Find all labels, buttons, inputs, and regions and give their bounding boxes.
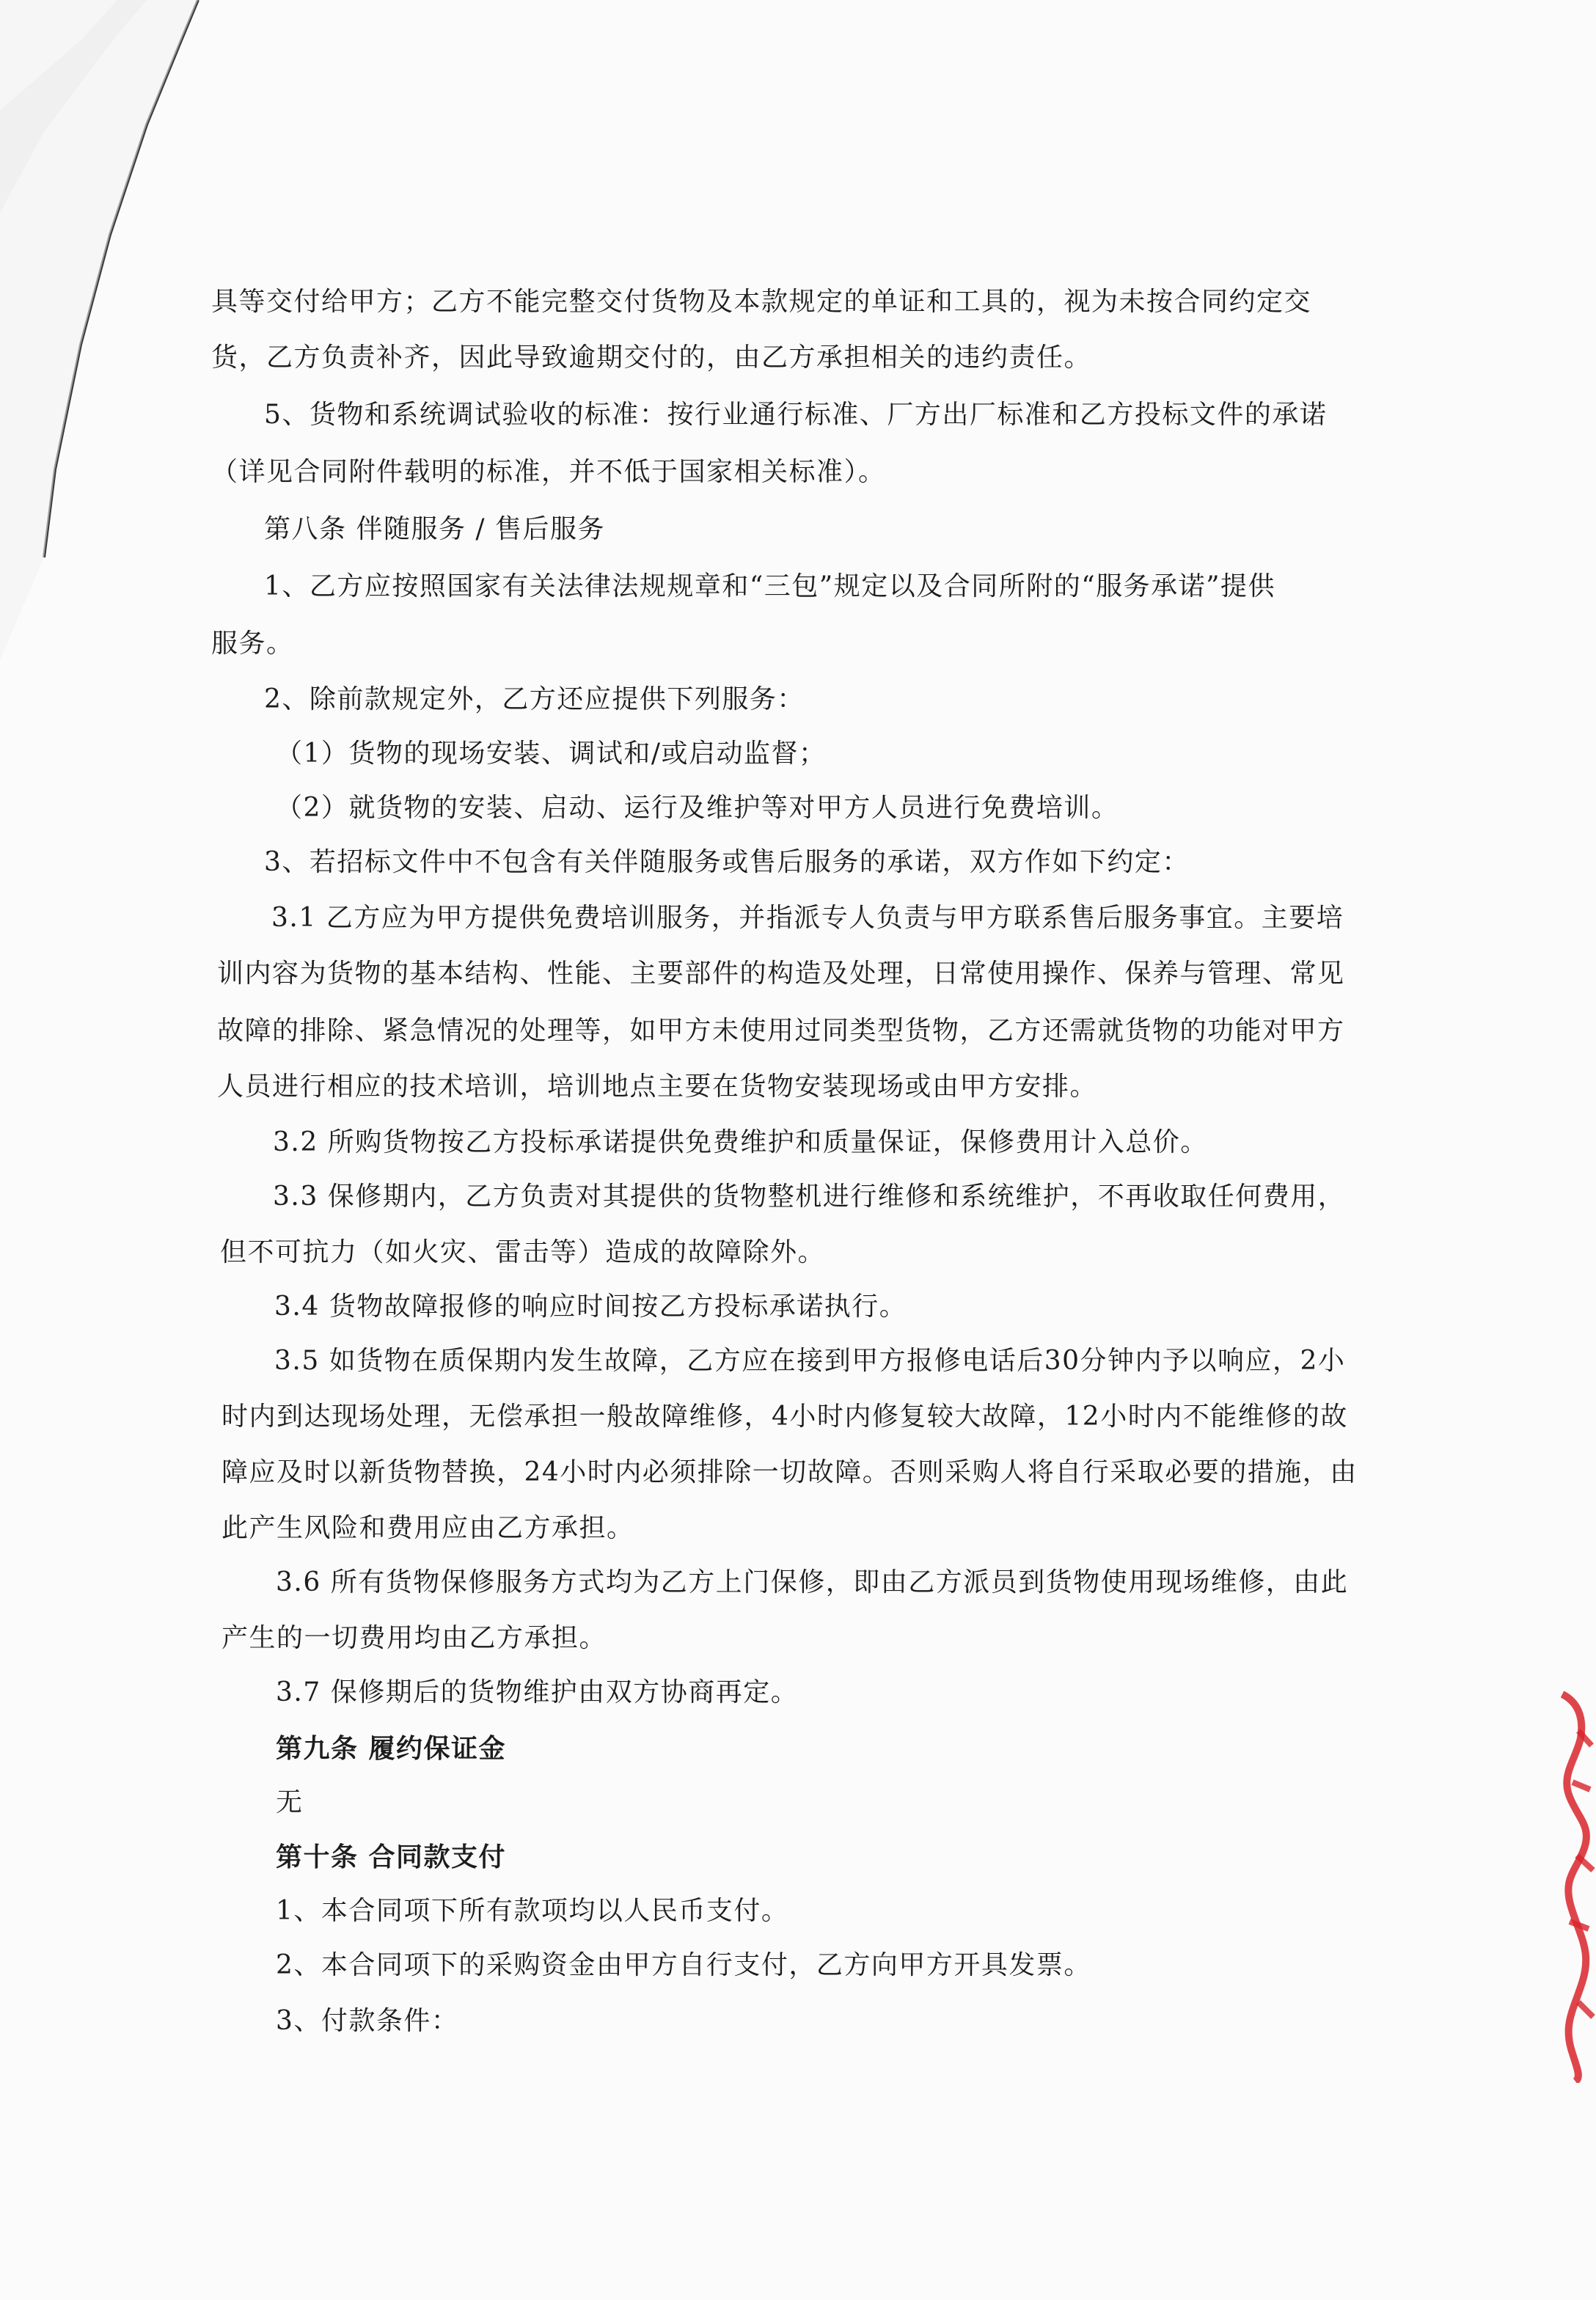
paragraph-line: （1）货物的现场安装、调试和/或启动监督； bbox=[276, 739, 827, 769]
paragraph-line: 3、若招标文件中不包含有关伴随服务或售后服务的承诺，双方作如下约定： bbox=[264, 847, 1190, 877]
paragraph-line: 3、付款条件： bbox=[276, 2006, 459, 2036]
paragraph-line: 3.4 货物故障报修的响应时间按乙方投标承诺执行。 bbox=[274, 1292, 907, 1322]
paragraph-line: 1、本合同项下所有款项均以人民币支付。 bbox=[276, 1896, 789, 1926]
paragraph-line: 货，乙方负责补齐，因此导致逾期交付的，由乙方承担相关的违约责任。 bbox=[211, 343, 1092, 373]
paragraph-line: （详见合同附件载明的标准，并不低于国家相关标准）。 bbox=[211, 457, 886, 487]
paragraph-line: 3.6 所有货物保修服务方式均为乙方上门保修，即由乙方派员到货物使用现场维修，由此 bbox=[276, 1567, 1349, 1597]
paragraph-line: 但不可抗力（如火灾、雷击等）造成的故障除外。 bbox=[220, 1237, 826, 1267]
paragraph-line: 训内容为货物的基本结构、性能、主要部件的构造及处理，日常使用操作、保养与管理、常见 bbox=[217, 959, 1345, 989]
paragraph-line: 3.2 所购货物按乙方投标承诺提供免费维护和质量保证，保修费用计入总价。 bbox=[273, 1127, 1208, 1157]
paragraph-line: 服务。 bbox=[211, 629, 294, 659]
paragraph-line: 2、除前款规定外，乙方还应提供下列服务： bbox=[264, 684, 805, 714]
paragraph-line: 3.5 如货物在质保期内发生故障，乙方应在接到甲方报修电话后30分钟内予以响应，2小 bbox=[274, 1346, 1346, 1376]
paragraph-line: 障应及时以新货物替换，24小时内必须排除一切故障。否则采购人将自行采取必要的措施，由 bbox=[222, 1457, 1358, 1487]
paragraph-line: 2、本合同项下的采购资金由甲方自行支付，乙方向甲方开具发票。 bbox=[276, 1950, 1091, 1980]
paragraph-line: 5、货物和系统调试验收的标准：按行业通行标准、厂方出厂标准和乙方投标文件的承诺 bbox=[264, 400, 1328, 430]
paragraph-line: 无 bbox=[276, 1787, 304, 1817]
paragraph-line: 人员进行相应的技术培训，培训地点主要在货物安装现场或由甲方安排。 bbox=[217, 1072, 1098, 1102]
paragraph-line: 3.1 乙方应为甲方提供免费培训服务，并指派专人负责与甲方联系售后服务事宜。主要培 bbox=[271, 903, 1344, 933]
paragraph-line: 1、乙方应按照国家有关法律法规规章和“三包”规定以及合同所附的“服务承诺”提供 bbox=[264, 571, 1276, 601]
paragraph-line: 具等交付给甲方；乙方不能完整交付货物及本款规定的单证和工具的，视为未按合同约定交 bbox=[211, 287, 1312, 317]
paragraph-line: 3.3 保修期内，乙方负责对其提供的货物整机进行维修和系统维护，不再收取任何费用， bbox=[273, 1182, 1346, 1212]
section-heading: 第九条 履约保证金 bbox=[276, 1733, 507, 1764]
red-seal-edge bbox=[1540, 1687, 1596, 2083]
paragraph-line: 3.7 保修期后的货物维护由双方协商再定。 bbox=[276, 1677, 799, 1707]
paragraph-line: 时内到达现场处理，无偿承担一般故障维修，4小时内修复较大故障，12小时内不能维修的故 bbox=[222, 1402, 1348, 1432]
section-heading: 第十条 合同款支付 bbox=[276, 1842, 507, 1872]
paragraph-line: 此产生风险和费用应由乙方承担。 bbox=[222, 1513, 634, 1543]
paragraph-line: （2）就货物的安装、启动、运行及维护等对甲方人员进行免费培训。 bbox=[276, 793, 1119, 823]
paragraph-line: 产生的一切费用均由乙方承担。 bbox=[222, 1623, 607, 1653]
section-heading: 第八条 伴随服务 / 售后服务 bbox=[264, 514, 605, 544]
paragraph-line: 故障的排除、紧急情况的处理等，如甲方未使用过同类型货物，乙方还需就货物的功能对甲方 bbox=[217, 1016, 1345, 1046]
